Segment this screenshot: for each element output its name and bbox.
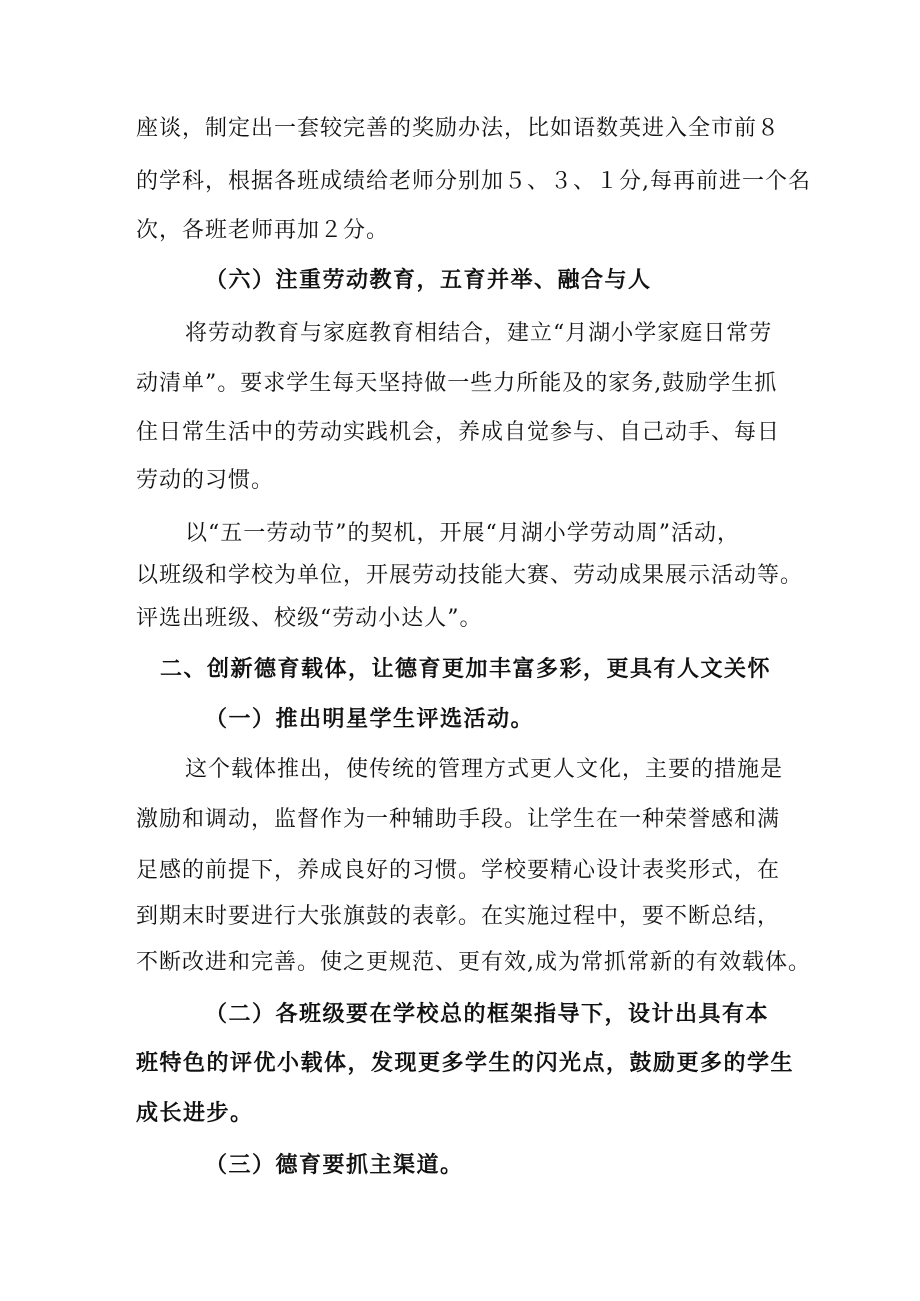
paragraph-4-line-2: 激励和调动，监督作为一种辅助手段。让学生在一种荣誉感和满 xyxy=(136,807,781,832)
paragraph-4-line-3: 足感的前提下，养成良好的习惯。学校要精心设计表奖形式，在 xyxy=(136,858,781,883)
subsection-heading-3: （三）德育要抓主渠道。 xyxy=(205,1153,464,1178)
paragraph-2-line-2: 动清单”。要求学生每天坚持做一些力所能及的家务,鼓励学生抓 xyxy=(136,371,778,396)
paragraph-2-line-3: 住日常生活中的劳动实践机会，养成自觉参与、自己动手、每日 xyxy=(136,420,781,445)
paragraph-4-line-4: 到期末时要进行大张旗鼓的表彰。在实施过程中，要不断总结， xyxy=(136,904,781,929)
paragraph-3-line-1: 以“五一劳动节”的契机，开展“月湖小学劳动周”活动， xyxy=(185,521,740,546)
subsection-heading-1: （一）推出明星学生评选活动。 xyxy=(205,707,535,732)
paragraph-3-line-2: 以班级和学校为单位，开展劳动技能大赛、劳动成果展示活动等。 xyxy=(136,563,804,588)
paragraph-3-line-3: 评选出班级、校级“劳动小达人”。 xyxy=(136,606,483,631)
subsection-heading-2-line-3: 成长进步。 xyxy=(136,1101,254,1126)
paragraph-4-line-5: 不断改进和完善。使之更规范、更有效,成为常抓常新的有效载体。 xyxy=(136,950,811,975)
section-heading-2: 二、创新德育载体，让德育更加丰富多彩，更具有人文关怀 xyxy=(160,657,772,682)
paragraph-2-line-1: 将劳动教育与家庭教育相结合，建立“月湖小学家庭日常劳 xyxy=(185,321,773,346)
paragraph-1-line-2: 的学科，根据各班成绩给老师分别加５、３、１分,每再前进一个名 xyxy=(136,169,811,194)
paragraph-4-line-1: 这个载体推出，使传统的管理方式更人文化，主要的措施是 xyxy=(185,757,784,782)
paragraph-1-line-1: 座谈，制定出一套较完善的奖励办法，比如语数英进入全市前８ xyxy=(136,116,781,141)
paragraph-1-line-3: 次，各班老师再加２分。 xyxy=(136,218,390,243)
subsection-heading-2-line-1: （二）各班级要在学校总的框架指导下，设计出具有本 xyxy=(205,1002,770,1027)
paragraph-2-line-4: 劳动的习惯。 xyxy=(136,468,275,493)
subsection-heading-2-line-2: 班特色的评优小载体，发现更多学生的闪光点，鼓励更多的学生 xyxy=(136,1051,795,1076)
section-heading-6: （六）注重劳动教育，五育并举、融合与人 xyxy=(205,268,652,293)
